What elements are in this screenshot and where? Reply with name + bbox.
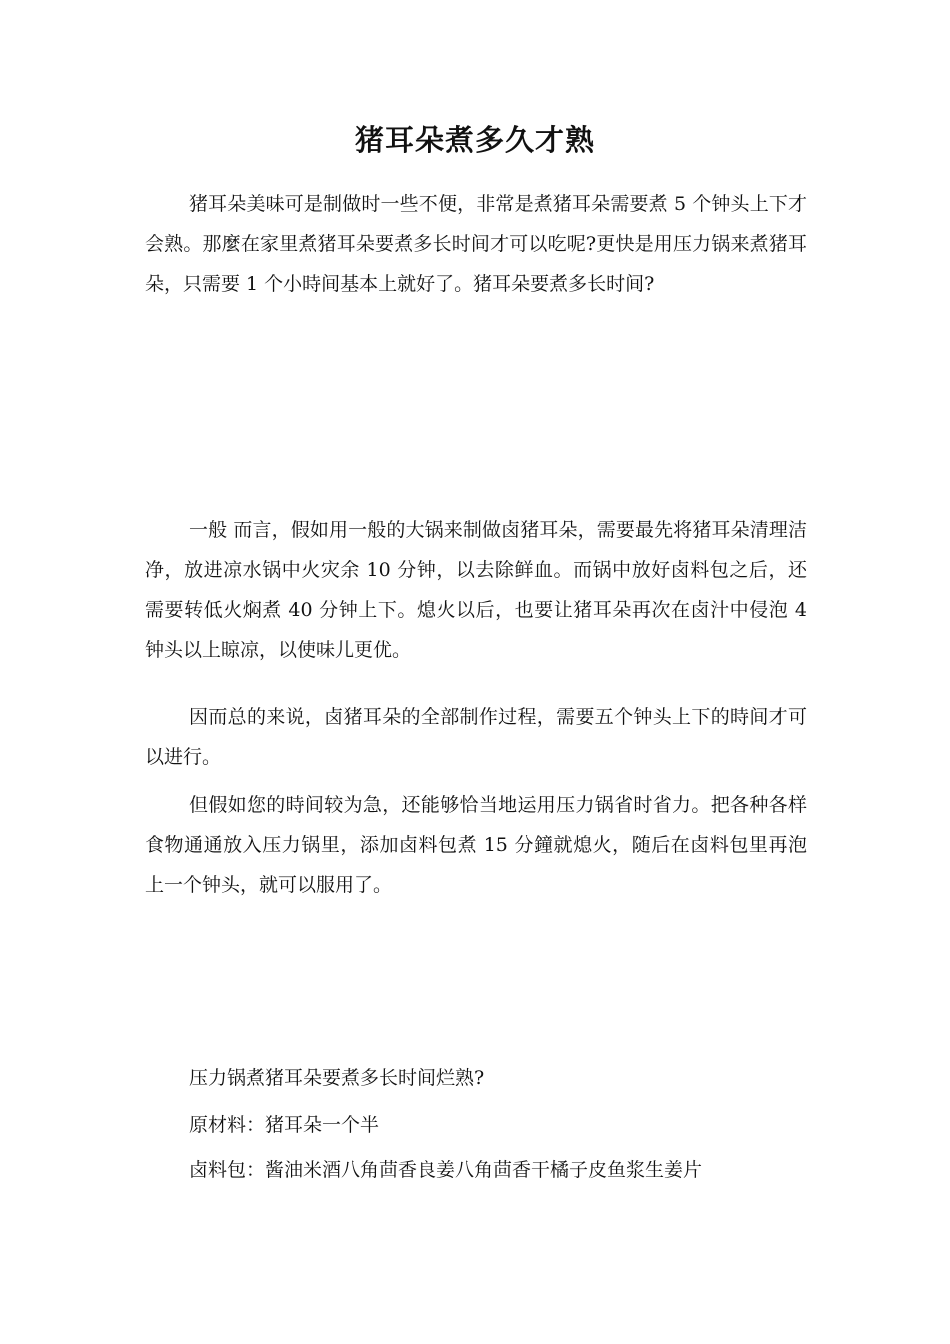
paragraph-ordinary-pot: 一般 而言，假如用一般的大锅来制做卤猪耳朵，需要最先将猪耳朵清理洁净，放进凉水锅中火灾余 10 分钟，以去除鲜血。而锅中放好卤料包之后，还需要转低火焖煮 40 分钟上下。熄火以后，也要让猪耳朵再次在卤汁中侵泡 4 钟头以上晾凉，以使味儿更优。 <box>145 519 807 661</box>
marinade-pack-line: 卤料包：酱油米酒八角茴香良姜八角茴香干橘子皮鱼浆生姜片 <box>189 1159 703 1181</box>
paragraph-intro: 猪耳朵美味可是制做时一些不便，非常是煮猪耳朵需要煮 5 个钟头上下才会熟。那麼在家里煮猪耳朵要煮多长时间才可以吃呢?更快是用压力锅来煮猪耳朵，只需要 1 个小時间基本上就好了。猪耳朵要煮多长时间? <box>145 193 807 295</box>
section-heading-pressure-cooker: 压力锅煮猪耳朵要煮多长时间烂熟? <box>189 1067 485 1089</box>
paragraph-summary: 因而总的来说，卤猪耳朵的全部制作过程，需要五个钟头上下的時间才可以进行。 <box>145 706 807 768</box>
document-title: 猪耳朵煮多久才熟 <box>354 123 595 157</box>
paragraph-pressure-cooker: 但假如您的時间较为急，还能够恰当地运用压力锅省时省力。把各种各样食物通通放入压力锅里，添加卤料包煮 15 分鐘就熄火，随后在卤料包里再泡上一个钟头，就可以服用了。 <box>145 794 807 896</box>
ingredients-line: 原材料：猪耳朵一个半 <box>189 1114 380 1136</box>
